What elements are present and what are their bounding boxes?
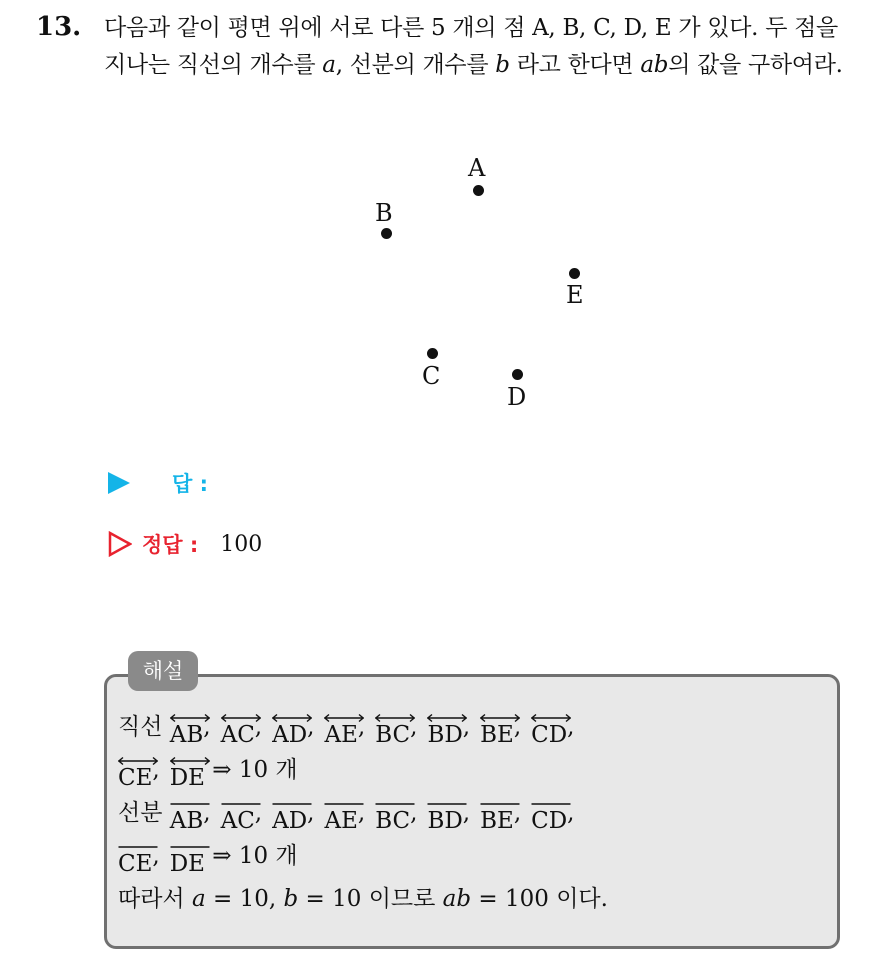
segments-row-2 xyxy=(118,835,828,878)
pair-label: CD xyxy=(531,722,568,748)
comma: , xyxy=(462,800,471,826)
line-pair xyxy=(170,752,205,792)
line-arrow-icon xyxy=(480,713,520,723)
segment-bar-icon xyxy=(118,842,158,852)
line-arrow-icon xyxy=(170,756,210,766)
comma: , xyxy=(254,714,263,740)
point-d xyxy=(512,369,523,380)
answer-row xyxy=(108,466,420,500)
segment-bar-icon xyxy=(221,799,261,809)
comma: , xyxy=(152,757,160,783)
comma: , xyxy=(513,800,522,826)
comma: , xyxy=(307,714,315,740)
answer-label: 답 : xyxy=(172,472,208,496)
line-pair xyxy=(427,709,462,749)
line-arrow-icon xyxy=(324,713,364,723)
pair-label: AD xyxy=(272,722,308,748)
segment-bar-icon xyxy=(480,799,520,809)
segment-pair xyxy=(531,795,567,835)
line-arrow-icon xyxy=(170,713,210,723)
segment-bar-icon xyxy=(272,799,312,809)
line-arrow-icon xyxy=(272,713,312,723)
segment-bar-icon xyxy=(531,799,571,809)
segment-bar-icon xyxy=(170,799,210,809)
comma: , xyxy=(203,800,211,826)
problem-text-part: 다음과 같이 평면 위에 서로 다른 5 개의 점 A, B, C, D, E 가 있다. 두 점을 지나는 직선의 개수를 xyxy=(104,15,838,78)
outline-triangle-icon xyxy=(108,531,132,557)
comma: , xyxy=(357,714,366,740)
problem-text-part: , 선분의 개수를 xyxy=(335,52,496,78)
point-label-d: D xyxy=(507,383,527,411)
comma: , xyxy=(567,800,575,826)
line-pair xyxy=(375,709,410,749)
pair-label: BE xyxy=(480,722,514,748)
segment-pair xyxy=(324,795,357,835)
pair-label: CE xyxy=(118,765,153,791)
point-label-b: B xyxy=(375,199,393,227)
conclusion-text: = 100 이다. xyxy=(471,886,608,912)
variable-a: a xyxy=(191,886,206,912)
correct-answer-label: 정답 : xyxy=(142,533,199,557)
line-arrow-icon xyxy=(118,756,158,766)
count-text: ⇒ 10 개 xyxy=(204,757,298,783)
segment-bar-icon xyxy=(170,842,210,852)
line-arrow-icon xyxy=(375,713,415,723)
comma: , xyxy=(513,714,522,740)
comma: , xyxy=(567,714,575,740)
pair-label: BC xyxy=(375,808,411,834)
segment-bar-icon xyxy=(427,799,467,809)
line-arrow-icon xyxy=(427,713,467,723)
correct-answer-value: 100 xyxy=(220,531,263,557)
segment-pair xyxy=(375,795,410,835)
point-label-c: C xyxy=(422,362,441,390)
pair-label: AB xyxy=(169,808,204,834)
pair-label: AC xyxy=(220,722,255,748)
segment-pair xyxy=(480,795,514,835)
line-pair xyxy=(531,709,567,749)
comma: , xyxy=(462,714,471,740)
line-pair xyxy=(324,709,357,749)
segments-row-1 xyxy=(118,792,828,835)
segment-bar-icon xyxy=(324,799,364,809)
explanation-body xyxy=(118,706,828,921)
pair-label: CD xyxy=(531,808,568,834)
point-label-a: A xyxy=(468,154,486,182)
line-pair xyxy=(221,709,255,749)
pair-label: AE xyxy=(324,808,358,834)
count-text: ⇒ 10 개 xyxy=(204,843,298,869)
line-pair xyxy=(480,709,514,749)
pair-label: BD xyxy=(427,808,463,834)
pair-label: AC xyxy=(220,808,255,834)
line-pair xyxy=(272,709,307,749)
point-label-e: E xyxy=(566,281,584,309)
point-c xyxy=(427,348,438,359)
conclusion-text: = 10, xyxy=(205,886,284,912)
conclusion-text: = 10 이므로 xyxy=(298,886,443,912)
explanation-tab: 해설 xyxy=(128,651,198,691)
segment-pair xyxy=(170,838,205,878)
pair-label: AD xyxy=(272,808,308,834)
comma: , xyxy=(410,800,418,826)
segment-pair xyxy=(221,795,255,835)
comma: , xyxy=(254,800,263,826)
comma: , xyxy=(357,800,366,826)
answer-input[interactable] xyxy=(220,468,420,498)
problem-number: 13. xyxy=(36,12,82,42)
segment-bar-icon xyxy=(375,799,415,809)
line-arrow-icon xyxy=(221,713,261,723)
pair-label: DE xyxy=(169,765,205,791)
correct-answer-row xyxy=(108,527,262,561)
point-figure xyxy=(340,150,620,420)
point-b xyxy=(381,228,392,239)
segment-pair xyxy=(427,795,462,835)
variable-ab: ab xyxy=(640,52,669,78)
lines-row-2 xyxy=(118,749,828,792)
problem-text xyxy=(104,10,864,84)
play-triangle-icon xyxy=(108,472,130,494)
pair-label: AB xyxy=(169,722,204,748)
conclusion-row xyxy=(118,878,828,921)
variable-b: b xyxy=(495,52,510,78)
lines-prefix: 직선 xyxy=(118,714,170,740)
comma: , xyxy=(203,714,211,740)
problem-text-part: 의 값을 구하여라. xyxy=(668,52,843,78)
point-a xyxy=(473,185,484,196)
variable-a: a xyxy=(322,52,336,78)
comma: , xyxy=(307,800,315,826)
segment-pair xyxy=(118,838,152,878)
lines-row-1 xyxy=(118,706,828,749)
segments-prefix: 선분 xyxy=(118,800,170,826)
point-e xyxy=(569,268,580,279)
variable-b: b xyxy=(283,886,299,912)
pair-label: DE xyxy=(169,851,205,877)
line-pair xyxy=(170,709,204,749)
pair-label: BD xyxy=(427,722,463,748)
pair-label: BC xyxy=(375,722,411,748)
pair-label: BE xyxy=(480,808,514,834)
line-pair xyxy=(118,752,152,792)
pair-label: CE xyxy=(118,851,153,877)
segment-pair xyxy=(170,795,204,835)
variable-ab: ab xyxy=(442,886,472,912)
comma: , xyxy=(152,843,160,869)
line-arrow-icon xyxy=(531,713,571,723)
comma: , xyxy=(410,714,418,740)
problem-text-part: 라고 한다면 xyxy=(509,52,641,78)
conclusion-text: 따라서 xyxy=(118,886,192,912)
pair-label: AE xyxy=(324,722,358,748)
segment-pair xyxy=(272,795,307,835)
